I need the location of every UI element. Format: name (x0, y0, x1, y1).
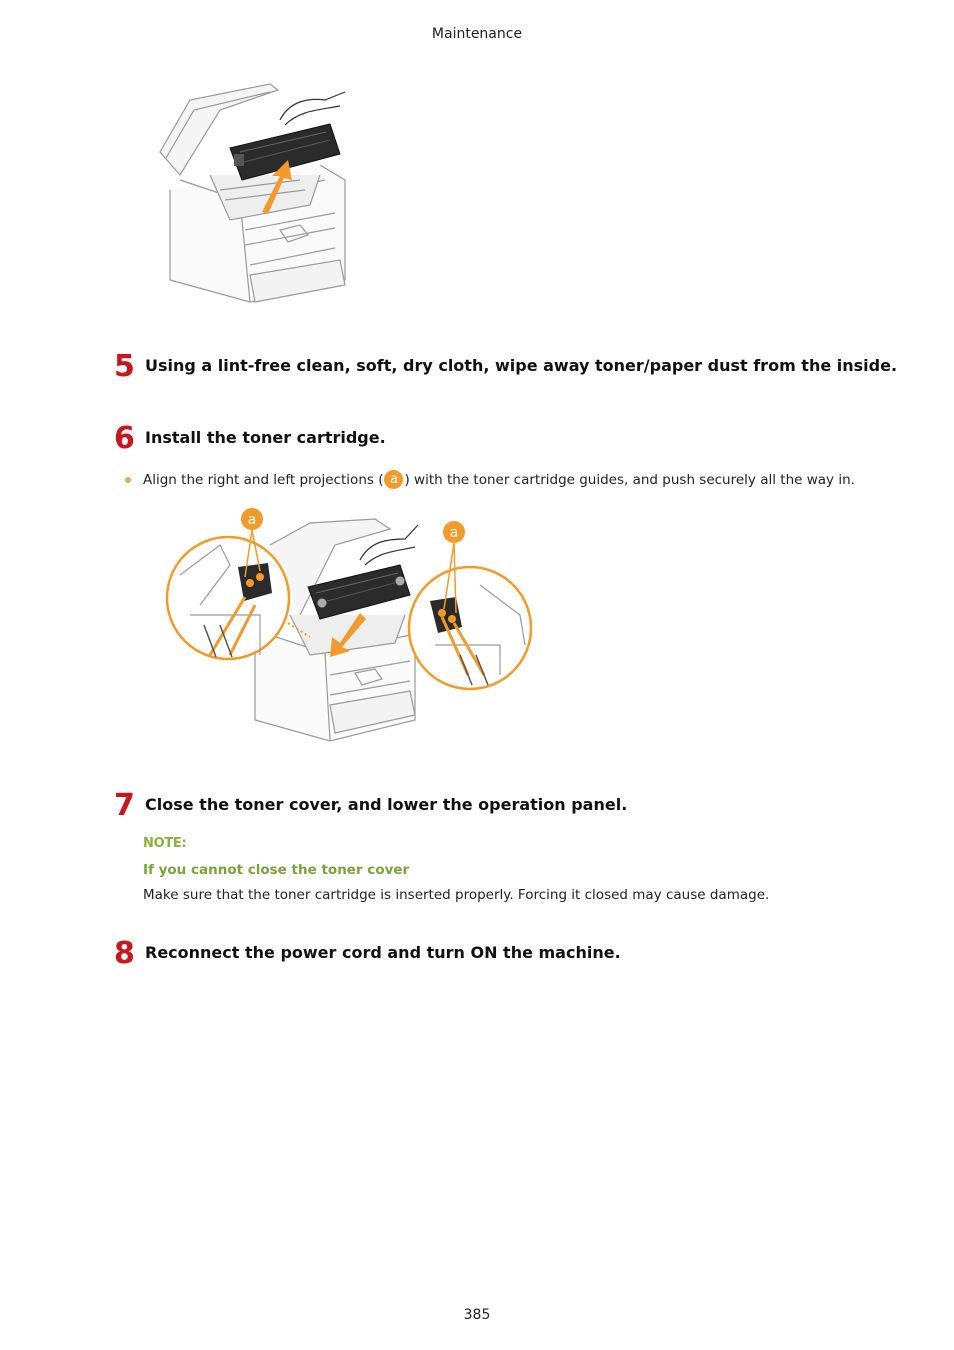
step-text: Install the toner cartridge. (145, 428, 386, 447)
bullet-text-before: Align the right and left projections ( (143, 471, 384, 488)
step-text: Close the toner cover, and lower the operation panel. (145, 795, 628, 814)
step-number: 5 (114, 349, 134, 384)
callout-left-label: a (247, 512, 257, 528)
note-subtitle: If you cannot close the toner cover (143, 862, 410, 878)
callout-right-label: a (449, 525, 459, 541)
step-8 (114, 936, 621, 971)
note-label: NOTE: (143, 836, 187, 851)
callout-a-badge: a (384, 470, 403, 489)
page-header: Maintenance (431, 26, 523, 42)
bullet-text-after: ) with the toner cartridge guides, and push securely all the way in. (404, 471, 855, 488)
step-number: 6 (114, 421, 134, 456)
step-7 (114, 788, 628, 823)
step-6 (114, 421, 386, 456)
step-number: 7 (114, 788, 134, 823)
step-5 (114, 349, 898, 384)
page-number: 385 (463, 1307, 491, 1323)
step-6-bullet (125, 470, 855, 489)
step-text: Using a lint-free clean, soft, dry cloth, wipe away toner/paper dust from the inside. (145, 356, 898, 375)
bullet-dot-icon (125, 477, 131, 483)
toner-install-illustration (160, 505, 540, 747)
toner-removal-illustration (150, 80, 350, 308)
step-text: Reconnect the power cord and turn ON the machine. (145, 943, 621, 962)
step-number: 8 (114, 936, 134, 971)
note-body: Make sure that the toner cartridge is inserted properly. Forcing it closed may cause damage. (143, 887, 770, 903)
